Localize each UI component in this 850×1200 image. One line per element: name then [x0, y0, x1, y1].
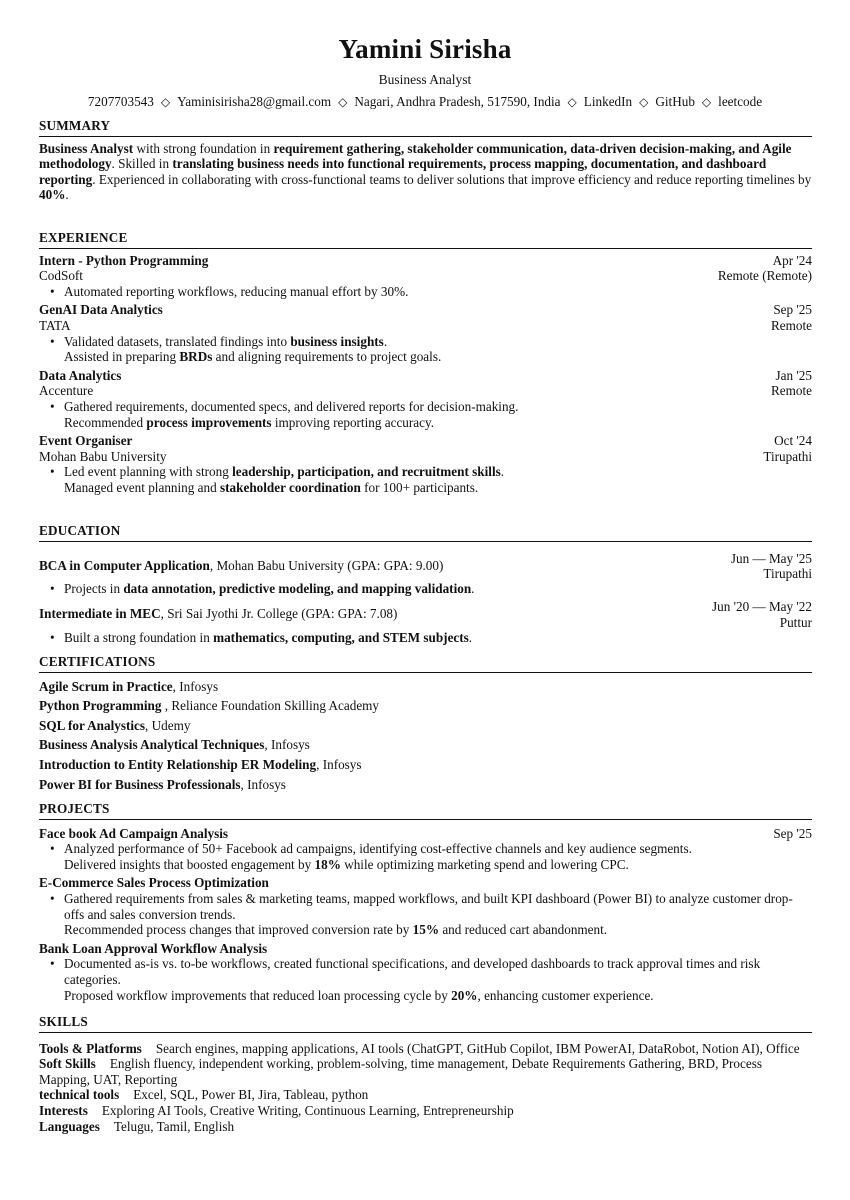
text-run: while optimizing marketing spend and lowering CPC. — [340, 856, 629, 872]
diamond-separator-icon: ◇ — [701, 95, 712, 109]
job-date: Jan '25 — [775, 367, 812, 383]
text-run: Recommended process changes that improved conversion rate by — [64, 922, 413, 938]
text-run: Managed event planning and — [64, 479, 221, 495]
job-title: GenAI Data Analytics — [39, 302, 163, 318]
email-link[interactable]: Yaminisirisha28@gmail.com — [177, 94, 332, 109]
job-location: Remote — [770, 317, 812, 333]
education-meta — [712, 599, 812, 630]
experience-list — [39, 253, 812, 496]
job-subheader — [39, 318, 812, 334]
project-item — [39, 875, 812, 937]
text-run: . — [65, 187, 69, 203]
text-run: . — [468, 629, 473, 645]
certification-name: Python Programming — [39, 698, 162, 714]
diamond-separator-icon: ◇ — [639, 95, 649, 109]
skill-row — [39, 1119, 812, 1135]
bullet-item — [64, 349, 812, 365]
project-title: Bank Loan Approval Workflow Analysis — [39, 940, 268, 956]
experience-item — [39, 253, 812, 300]
bold-text: 20% — [451, 987, 478, 1003]
bold-text: 15% — [412, 922, 440, 938]
project-header — [39, 875, 812, 891]
linkedin-link[interactable]: LinkedIn — [583, 94, 633, 109]
job-header — [39, 302, 812, 318]
certification-name: Introduction to Entity Relationship ER Modeling — [39, 756, 317, 772]
certification-issuer: , Infosys — [264, 737, 310, 753]
bullet-item — [64, 581, 812, 597]
bold-text: 18% — [314, 856, 341, 872]
text-run: Analyzed performance of 50+ Facebook ad campaigns, identifying cost-effective channels and key audience segments. — [64, 841, 692, 857]
skill-label: Soft Skills — [39, 1056, 96, 1072]
text-run: Built a strong foundation in — [64, 629, 214, 645]
bold-text: requirement gathering, stakeholder communication, data-driven decision-making, and Agile methodology — [39, 140, 792, 172]
section-title-skills: SKILLS — [39, 1014, 812, 1033]
experience-item — [39, 368, 812, 430]
diamond-separator-icon: ◇ — [338, 95, 348, 109]
certifications-list — [39, 679, 812, 793]
job-org: Accenture — [39, 383, 94, 399]
project-header — [39, 826, 812, 842]
job-date: Sep '25 — [773, 302, 812, 318]
certification-issuer: , Reliance Foundation Skilling Academy — [161, 698, 380, 714]
summary-text — [39, 141, 812, 203]
text-run: Validated datasets, translated findings into — [64, 333, 291, 349]
certifications-section — [39, 654, 812, 796]
bullet-item — [64, 464, 812, 480]
section-title-certifications: CERTIFICATIONS — [39, 654, 812, 673]
job-date: Oct '24 — [774, 433, 812, 449]
bold-text: process improvements — [146, 414, 272, 430]
bold-text: leadership, participation, and recruitment skills — [232, 464, 501, 480]
certification-item — [39, 679, 812, 695]
skill-value: Excel, SQL, Power BI, Jira, Tableau, python — [133, 1087, 369, 1103]
candidate-role: Business Analyst — [378, 72, 472, 87]
text-run: Gathered requirements from sales & marketing teams, mapped workflows, and built KPI dashboard (Power BI) to analyze customer drop-offs and sales conversion trends. — [64, 890, 793, 922]
project-bullets — [39, 891, 812, 938]
job-title: Intern - Python Programming — [39, 252, 209, 268]
text-run: . — [471, 580, 475, 596]
bullet-item — [64, 841, 812, 857]
bold-text: 40% — [39, 187, 66, 203]
job-subheader — [39, 268, 812, 284]
job-bullets — [39, 334, 812, 365]
text-run: , enhancing customer experience. — [477, 987, 654, 1003]
skills-list — [39, 1041, 812, 1135]
skill-row — [39, 1087, 812, 1103]
certification-item — [39, 718, 812, 734]
project-header — [39, 941, 812, 957]
job-org: TATA — [39, 317, 71, 333]
skill-row — [39, 1041, 812, 1057]
skill-row — [39, 1103, 812, 1119]
project-bullets — [39, 956, 812, 1003]
education-item — [39, 551, 812, 597]
bold-text: BRDs — [179, 349, 213, 365]
text-run: Projects in — [64, 580, 124, 596]
bullet-item — [64, 956, 812, 987]
text-run: . Experienced in collaborating with cross-functional teams to deliver solutions that improve efficiency and reduce reporting timelines by — [92, 171, 812, 187]
text-run: Proposed workflow improvements that reduced loan processing cycle by — [64, 987, 452, 1003]
bullet-item — [64, 857, 812, 873]
education-date: Jun '20 — May '22 — [712, 599, 812, 615]
text-run: Assisted in preparing — [64, 349, 180, 365]
bold-text: mathematics, computing, and STEM subjects — [213, 629, 469, 645]
education-list — [39, 551, 812, 646]
certification-item — [39, 777, 812, 793]
section-title-summary: SUMMARY — [39, 118, 812, 137]
diamond-separator-icon: ◇ — [160, 95, 171, 109]
phone-number: 7207703543 — [87, 94, 154, 109]
skill-value: Telugu, Tamil, English — [113, 1118, 235, 1134]
bullet-item — [64, 399, 812, 415]
text-run: Gathered requirements, documented specs, and delivered reports for decision-making. — [64, 398, 519, 414]
education-location: Puttur — [779, 614, 812, 630]
job-org: Mohan Babu University — [39, 448, 167, 464]
job-location: Tirupathi — [763, 448, 812, 464]
bold-text: Business Analyst — [39, 140, 134, 156]
candidate-name: Yamini Sirisha — [338, 34, 512, 64]
certification-name: Power BI for Business Professionals — [39, 776, 241, 792]
institution: , Mohan Babu University (GPA: GPA: 9.00) — [209, 557, 444, 573]
certification-issuer: , Udemy — [145, 717, 191, 733]
skill-value: English fluency, independent working, problem-solving, time management, Debate Requirements Gathering, BRD, Process Mapping, UAT, Reporting — [39, 1056, 762, 1087]
job-org: CodSoft — [39, 268, 83, 284]
text-run: Recommended — [64, 414, 147, 430]
bold-text: translating business needs into functional requirements, process mapping, documentation, and dashboard reporting — [39, 156, 767, 187]
text-run: with strong foundation in — [133, 140, 274, 156]
certification-name: SQL for Analystics — [39, 717, 146, 733]
degree-name: Intermediate in MEC — [39, 606, 161, 622]
job-header — [39, 368, 812, 384]
certification-issuer: , Infosys — [240, 776, 286, 792]
skill-value: Exploring AI Tools, Creative Writing, Continuous Learning, Entrepreneurship — [101, 1102, 514, 1118]
project-date: Sep '25 — [773, 825, 812, 841]
project-title: Face book Ad Campaign Analysis — [39, 825, 229, 841]
project-title: E-Commerce Sales Process Optimization — [39, 875, 269, 891]
education-meta — [731, 551, 812, 582]
text-run: for 100+ participants. — [360, 479, 479, 495]
education-date: Jun — May '25 — [730, 550, 812, 566]
job-header — [39, 433, 812, 449]
education-degree-line — [39, 551, 731, 582]
text-run: Automated reporting workflows, reducing manual effort by 30%. — [64, 283, 409, 299]
education-header — [39, 551, 812, 582]
skill-label: Languages — [39, 1118, 100, 1134]
institution: , Sri Sai Jyothi Jr. College (GPA: GPA: 7.08) — [160, 606, 398, 622]
bullet-item — [64, 922, 812, 938]
job-date: Apr '24 — [772, 252, 812, 268]
job-header — [39, 253, 812, 269]
bold-text: data annotation, predictive modeling, and mapping validation — [123, 580, 472, 596]
text-run: . — [500, 464, 505, 480]
section-title-education: EDUCATION — [39, 523, 812, 542]
bullet-item — [64, 891, 812, 922]
leetcode-link[interactable]: leetcode — [718, 94, 763, 109]
job-subheader — [39, 383, 812, 399]
job-location: Remote (Remote) — [717, 268, 812, 284]
education-location: Tirupathi — [763, 566, 812, 582]
job-bullets — [39, 399, 812, 430]
certification-issuer: , Infosys — [172, 678, 219, 694]
contact-bar — [0, 94, 850, 111]
github-link[interactable]: GitHub — [655, 94, 695, 109]
job-bullets — [39, 464, 812, 495]
bullet-item — [64, 415, 812, 431]
project-bullets — [39, 841, 812, 872]
job-title: Data Analytics — [39, 367, 122, 383]
bullet-item — [64, 284, 812, 300]
bullet-item — [64, 988, 812, 1004]
job-bullets — [39, 284, 812, 300]
text-run: . Skilled in — [111, 156, 173, 172]
projects-list — [39, 826, 812, 1004]
text-run: improving reporting accuracy. — [271, 414, 435, 430]
education-item — [39, 599, 812, 645]
certification-name: Business Analysis Analytical Techniques — [39, 737, 265, 753]
experience-item — [39, 302, 812, 364]
certification-name: Agile Scrum in Practice — [39, 678, 173, 694]
bold-text: stakeholder coordination — [220, 479, 361, 495]
diamond-separator-icon: ◇ — [567, 95, 577, 109]
certification-item — [39, 698, 812, 714]
experience-item — [39, 433, 812, 495]
skill-label: Tools & Platforms — [39, 1040, 142, 1056]
certification-issuer: , Infosys — [316, 756, 362, 772]
job-location: Remote — [770, 383, 812, 399]
text-run: and reduced cart abandonment. — [439, 922, 608, 938]
experience-section — [39, 230, 812, 499]
degree-name: BCA in Computer Application — [39, 557, 210, 573]
text-run: Documented as-is vs. to-be workflows, created functional specifications, and developed dashboards to track approval times and risk categories. — [64, 956, 761, 987]
certification-item — [39, 757, 812, 773]
section-title-projects: PROJECTS — [39, 801, 812, 820]
job-subheader — [39, 449, 812, 465]
skill-value: Search engines, mapping applications, AI tools (ChatGPT, GitHub Copilot, IBM PowerAI, DataRobot, Notion AI), Office — [155, 1040, 800, 1056]
education-bullets — [39, 630, 812, 646]
education-bullets — [39, 581, 812, 597]
bullet-item — [64, 630, 812, 646]
text-run: Led event planning with strong — [64, 464, 233, 480]
summary-section — [39, 118, 812, 203]
certification-item — [39, 737, 812, 753]
section-title-experience: EXPERIENCE — [39, 230, 812, 249]
skill-label: Interests — [39, 1102, 88, 1118]
job-title: Event Organiser — [39, 433, 133, 449]
education-degree-line — [39, 599, 712, 630]
projects-section — [39, 801, 812, 1006]
skill-label: technical tools — [39, 1087, 120, 1103]
address: Nagari, Andhra Pradesh, 517590, India — [354, 94, 561, 109]
project-item — [39, 826, 812, 873]
text-run: and aligning requirements to project goals. — [212, 349, 442, 365]
text-run: Delivered insights that boosted engagement by — [64, 856, 315, 872]
skill-row — [39, 1056, 812, 1087]
bullet-item — [64, 480, 812, 496]
project-item — [39, 941, 812, 1003]
text-run: . — [383, 333, 388, 349]
bold-text: business insights — [290, 333, 384, 349]
bullet-item — [64, 334, 812, 350]
education-section — [39, 523, 812, 651]
skills-section — [39, 1014, 812, 1134]
education-header — [39, 599, 812, 630]
